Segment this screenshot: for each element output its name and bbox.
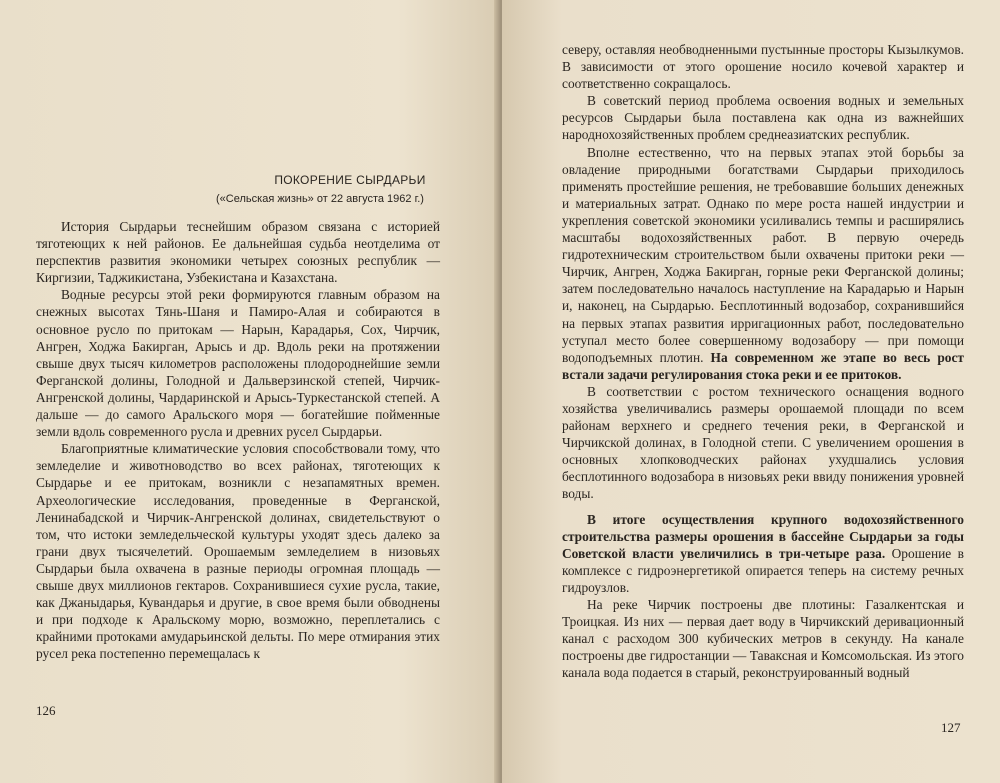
paragraph [562, 511, 964, 596]
paragraph-bold-text: В итоге осуществления крупного водохозяйственного строительства размеры орошения в бассейне Сырдарьи за годы Советской власти увеличились в три-четыре раза. [562, 511, 964, 561]
paragraph: На реке Чирчик построены две плотины: Газалкентская и Троицкая. Из них — первая дает воду в Чирчикский деривационный канал с расходом 300 кубических метров в секунду. На канале построены две гидростанции — Таваксная и Комсомольская. Из этого канала вода подается в старый, реконструированный водный [562, 597, 964, 681]
paragraph: Благоприятные климатические условия способствовали тому, что земледелие и животноводство во всех районах, тяготеющих к Сырдарье и ее притокам, возникли с незапамятных времен. Археологические исследования, проведенные в Ферганской, Ленинабадской и Чирчик-Ангренской долинах, свидетельствуют о том, что истоки земледельческой культуры уходят здесь далеко за грани двух тысячелетий. Орошаемым земледелием в низовьях Сырдарьи была охвачена в разные периоды огромная площадь — свыше двух миллионов гектаров. Сохранившиеся сухие русла, такие, как Джаныдарья, Кувандарья и другие, в свое время были обводнены и при подходе к Аральскому морю, возможно, переплетались с крайними протоками амударьинской дельты. По мере отмирания этих русел река постепенно перемещалась к [36, 441, 440, 662]
paragraph: северу, оставляя необводненными пустынные просторы Кызылкумов. В зависимости от этого орошение носило кочевой характер и соответственно сокращалось. [562, 42, 964, 92]
paragraph: В советский период проблема освоения водных и земельных ресурсов Сырдарьи была поставлена как одна из важнейших народнохозяйственных проблем среднеазиатских республик. [562, 93, 964, 143]
paragraph-text: Орошение в комплексе с гидроэнергетикой опирается теперь на систему речных гидроузлов. [562, 545, 964, 595]
page-number-left: 126 [36, 703, 56, 718]
page-number-right: 127 [941, 720, 961, 735]
paragraph-bold-text: На современном же этапе во весь рост встали задачи регулирования стока реки и ее притоков. [562, 349, 964, 382]
article-title: ПОКОРЕНИЕ СЫРДАРЬИ [274, 173, 426, 187]
paragraph-text: Вполне естественно, что на первых этапах этой борьбы за овладение природными богатствами Сырдарьи приходилось применять простейшие решения, не требовавшие больших денежных и материальных затрат. Однако по мере роста нашей индустрии и укрепления советской экономики усиливались темпы и расширялись масштабы водохозяйственных работ. В первую очередь гидротехническим строительством были охвачены притоки реки — Чирчик, Ангрен, Ходжа Бакирган, горные реки Ферганской долины; затем последовательно началось наступление на Карадарью и Нарын и, наконец, на Сырдарью. Бесплотинный водозабор, сохранившийся на первых этапах развития ирригационных работ, последовательно уступал место более совершенному водозабору — при помощи водоподъемных плотин. [562, 144, 964, 365]
paragraph: В соответствии с ростом технического оснащения водного хозяйства увеличивались размеры орошаемой площади по всем районам верхнего и среднего течения реки, в Ферганской и Чирчикской долинах, в Голодной степи. С увеличением орошения в основных хлопководческих районах ухудшались условия бесплотинного водозабора в низовьях реки ввиду понижения уровней воды. [562, 383, 964, 502]
left-page [0, 0, 498, 783]
article-subtitle: («Сельская жизнь» от 22 августа 1962 г.) [216, 193, 424, 205]
left-text-column [36, 218, 440, 662]
paragraph: История Сырдарьи теснейшим образом связана с историей тяготеющих к ней районов. Ее дальнейшая судьба неотделима от перспектив развития экономики четырех союзных республик — Киргизии, Таджикистана, Узбекистана и Казахстана. [36, 219, 440, 286]
paragraph: Водные ресурсы этой реки формируются главным образом на снежных высотах Тянь-Шаня и Памиро-Алая и собираются в основное русло по притокам — Нарын, Карадарья, Сох, Чирчик, Ангрен, Ходжа Бакирган, Арысь и др. Вдоль реки на протяжении свыше двух тысяч километров расположены плодороднейшие земли Ферганской долины, Голодной и Дальверзинской степей, Чирчик-Ангренской долины, Чардаринской и Арысь-Туркестанской степей. А дальше — до самого Аральского моря — богатейшие пойменные земли вдоль современного русла и древних русел Сырдарьи. [36, 287, 440, 440]
paragraph [562, 144, 964, 383]
right-text-column [562, 41, 964, 681]
